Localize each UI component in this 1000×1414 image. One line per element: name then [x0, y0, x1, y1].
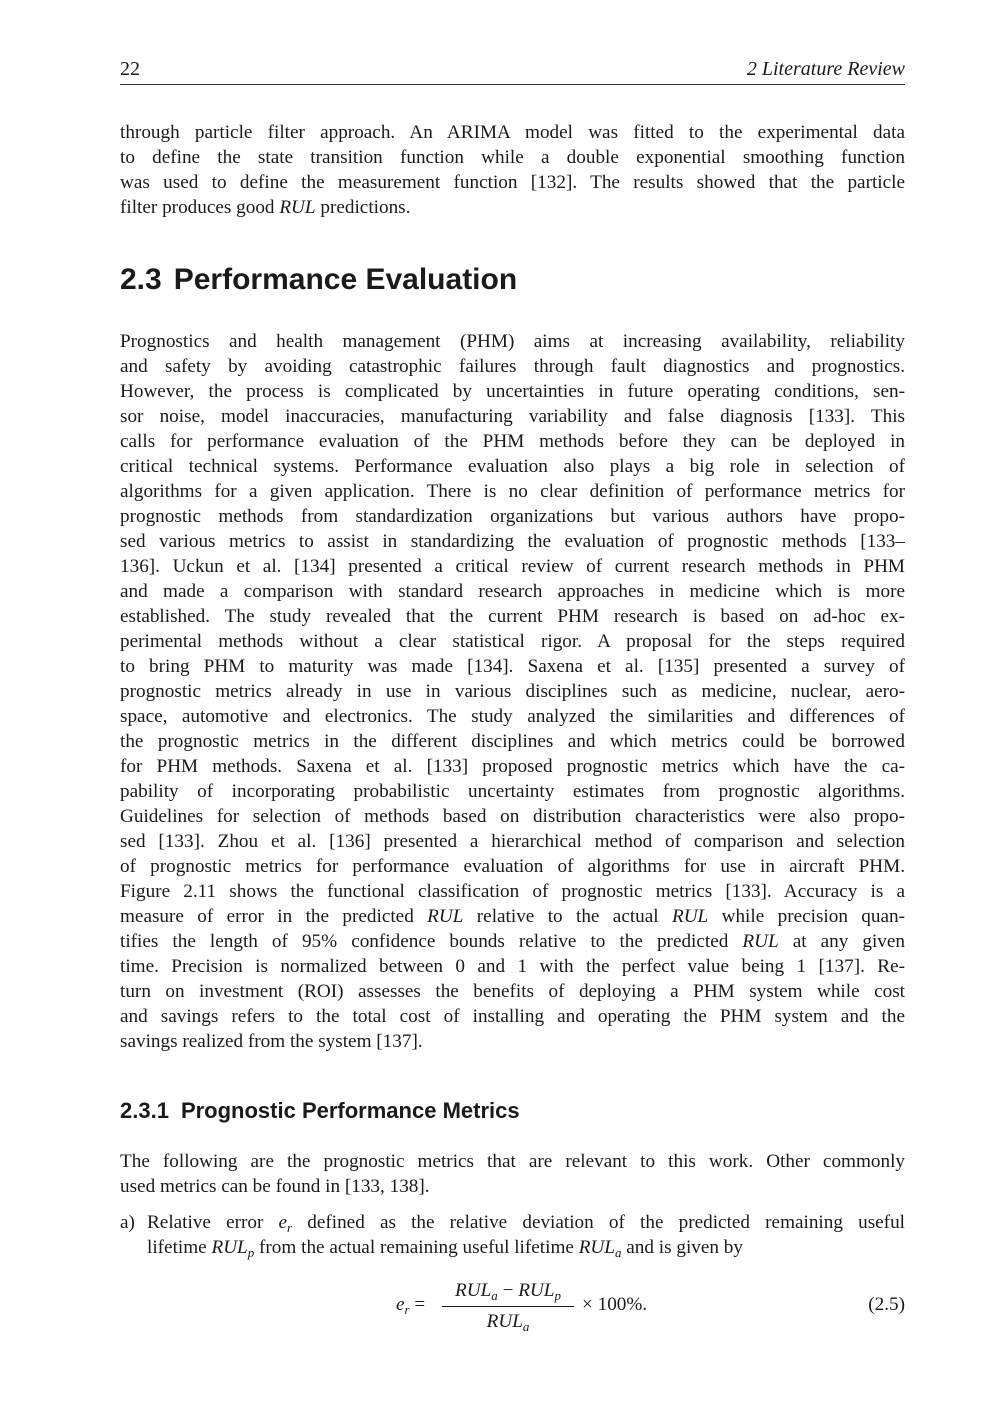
text-line: and made a comparison with standard research approaches in medicine which is more — [120, 581, 905, 602]
intro-paragraph — [120, 120, 905, 220]
subsection-title: Prognostic Performance Metrics — [180, 1098, 520, 1123]
text-line: savings realized from the system [137]. — [120, 1031, 423, 1052]
text-line: 136]. Uckun et al. [134] presented a critical review of current research methods in PHM — [120, 556, 905, 577]
text-line: sed various metrics to assist in standardizing the evaluation of prognostic methods [133– — [120, 531, 905, 552]
text-line: algorithms for a given application. There is no clear definition of performance metrics for — [120, 481, 905, 502]
list-item-line: Relative error $e_r$ defined as the relative deviation of the predicted remaining useful — [147, 1212, 905, 1235]
section-number: 2.3 — [120, 263, 162, 296]
list-item-label: a) — [120, 1212, 135, 1233]
page-number: 22 — [120, 58, 140, 80]
text-line: the prognostic metrics in the different disciplines and which metrics could be borrowed — [120, 731, 905, 752]
equation-rhs: × 100%. — [582, 1294, 648, 1315]
text-line: space, automotive and electronics. The study analyzed the similarities and differences of — [120, 706, 905, 727]
text-line: of prognostic metrics for performance evaluation of algorithms for use in aircraft PHM. — [120, 856, 905, 877]
equation-denominator: $RUL_a$ — [486, 1311, 530, 1334]
equation-lhs: $e_r$ = — [396, 1294, 426, 1317]
list-item-line: lifetime $RUL_p$ from the actual remaining useful lifetime $RUL_a$ and is given by — [147, 1237, 743, 1260]
text-line: through particle filter approach. An ARIMA model was fitted to the experimental data — [120, 122, 905, 143]
text-line: Guidelines for selection of methods based on distribution characteristics were also propo- — [120, 806, 905, 827]
equation-numerator: $RUL_a - RUL_p$ — [455, 1280, 561, 1303]
text-line: sed [133]. Zhou et al. [136] presented a hierarchical method of comparison and selection — [120, 831, 905, 852]
text-line: and safety by avoiding catastrophic failures through fault diagnostics and prognostics. — [120, 356, 905, 377]
running-title: 2 Literature Review — [746, 58, 905, 80]
subsection-heading — [120, 1098, 520, 1124]
text-line: to bring PHM to maturity was made [134]. Saxena et al. [135] presented a survey of — [120, 656, 905, 677]
equation-number: (2.5) — [868, 1294, 905, 1315]
text-line: The following are the prognostic metrics that are relevant to this work. Other commonly — [120, 1151, 905, 1172]
fraction-bar — [442, 1306, 574, 1307]
text-line: However, the process is complicated by uncertainties in future operating conditions, sen- — [120, 381, 905, 402]
text-line: Prognostics and health management (PHM) aims at increasing availability, reliability — [120, 331, 905, 352]
text-line: used metrics can be found in [133, 138]. — [120, 1176, 430, 1197]
text-line: for PHM methods. Saxena et al. [133] proposed prognostic metrics which have the ca- — [120, 756, 905, 777]
text-line: tifies the length of 95% confidence bounds relative to the predicted RUL at any given — [120, 931, 905, 952]
text-line: and savings refers to the total cost of installing and operating the PHM system and the — [120, 1006, 905, 1027]
header-rule — [120, 84, 905, 85]
text-line: perimental methods without a clear statistical rigor. A proposal for the steps required — [120, 631, 905, 652]
text-line: turn on investment (ROI) assesses the benefits of deploying a PHM system while cost — [120, 981, 905, 1002]
text-line: was used to define the measurement function [132]. The results showed that the particle — [120, 172, 905, 193]
text-line: established. The study revealed that the current PHM research is based on ad-hoc ex- — [120, 606, 905, 627]
equation-fraction — [442, 1278, 574, 1335]
section-paragraph — [120, 329, 905, 1054]
text-line: pability of incorporating probabilistic uncertainty estimates from prognostic algorithms. — [120, 781, 905, 802]
list-item-body — [147, 1210, 905, 1260]
text-line: to define the state transition function while a double exponential smoothing function — [120, 147, 905, 168]
text-line: prognostic methods from standardization organizations but various authors have propo- — [120, 506, 905, 527]
subsection-number: 2.3.1 — [120, 1098, 169, 1123]
text-line: time. Precision is normalized between 0 and 1 with the perfect value being 1 [137]. Re- — [120, 956, 905, 977]
subsection-paragraph — [120, 1149, 905, 1199]
text-line: prognostic metrics already in use in various disciplines such as medicine, nuclear, aero- — [120, 681, 905, 702]
section-heading — [120, 263, 517, 297]
text-line: sor noise, model inaccuracies, manufacturing variability and false diagnosis [133]. This — [120, 406, 905, 427]
text-line: filter produces good RUL predictions. — [120, 197, 411, 218]
section-title: Performance Evaluation — [173, 263, 518, 296]
text-line: measure of error in the predicted RUL relative to the actual RUL while precision quan- — [120, 906, 905, 927]
text-line: calls for performance evaluation of the PHM methods before they can be deployed in — [120, 431, 905, 452]
equation — [120, 1278, 905, 1338]
text-line: Figure 2.11 shows the functional classification of prognostic metrics [133]. Accuracy is a — [120, 881, 905, 902]
text-line: critical technical systems. Performance evaluation also plays a big role in selection of — [120, 456, 905, 477]
